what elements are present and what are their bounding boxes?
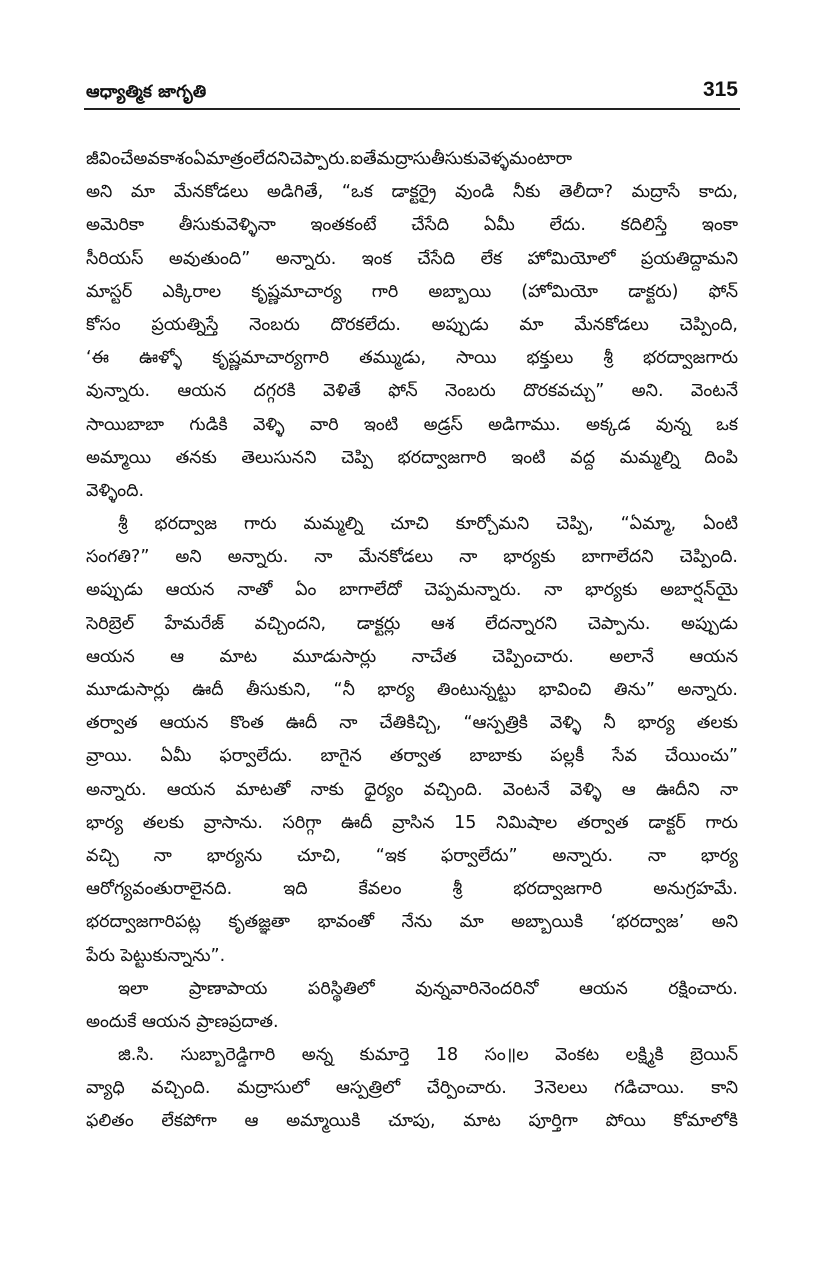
text-line: ఫలితం లేకపోగా ఆ అమ్మాయికి చూపు, మాట పూర్తిగా పోయి కోమాలోకి xyxy=(86,1111,738,1132)
text-line: వ్రాయి. ఏమీ ఫర్వాలేదు. బాగైన తర్వాత బాబాకు పల్లకీ సేవ చేయించు” xyxy=(86,746,738,767)
text-line: అమెరికా తీసుకువెళ్ళినా ఇంతకంటే చేసేది ఏమీ లేదు. కదిలిస్తే ఇంకా xyxy=(86,215,738,236)
text-line: ఆరోగ్యవంతురాలైనది. ఇది కేవలం శ్రీ భరద్వాజగారి అనుగ్రహమే. xyxy=(86,879,738,900)
text-line: సెరిబ్రెల్ హేమరేజ్ వచ్చిందని, డాక్టర్లు ఆశ లేదన్నారని చెప్పాను. అప్పుడు xyxy=(86,613,738,634)
text-line: అందుకే ఆయన ప్రాణప్రదాత. xyxy=(86,1011,279,1032)
text-line: అన్నారు. ఆయన మాటతో నాకు ధైర్యం వచ్చింది. వెంటనే వెళ్ళి ఆ ఊదీని నా xyxy=(86,779,738,800)
text-line: మాస్టర్ ఎక్కిరాల కృష్ణమాచార్య గారి అబ్బాయి (హోమియో డాక్టరు) ఫోన్ xyxy=(86,281,738,302)
text-line: వున్నారు. ఆయన దగ్గరకి వెళితే ఫోన్ నెంబరు దొరకవచ్చు” అని. వెంటనే xyxy=(86,381,738,402)
text-line: తర్వాత ఆయన కొంత ఊదీ నా చేతికిచ్చి, “ఆస్పత్రికి వెళ్ళి నీ భార్య తలకు xyxy=(86,713,738,734)
text-line: జీవించేఅవకాశంఏమాత్రంలేదనిచెప్పారు.ఐతేమద్రాసుతీసుకువెళ్ళమంటారా xyxy=(86,149,573,169)
text-line: సంగతి?” అని అన్నారు. నా మేనకోడలు నా భార్యకు బాగాలేదని చెప్పింది. xyxy=(86,547,738,568)
running-header xyxy=(84,78,740,110)
text-line: భార్య తలకు వ్రాసాను. సరిగ్గా ఊదీ వ్రాసిన 15 నిమిషాల తర్వాత డాక్టర్ గారు xyxy=(86,812,738,833)
text-line: అమ్మాయి తనకు తెలుసునని చెప్పి భరద్వాజగారి ఇంటి వద్ద మమ్మల్ని దింపి xyxy=(86,447,738,468)
text-line: ఇలా ప్రాణాపాయ పరిస్థితిలో వున్నవారినెందరినో ఆయన రక్షించారు. xyxy=(118,978,738,999)
text-line: సీరియస్ అవుతుంది” అన్నారు. ఇంక చేసేది లేక హోమియోలో ప్రయతిద్దామని xyxy=(86,248,738,269)
text-line: సాయిబాబా గుడికి వెళ్ళి వారి ఇంటి అడ్రస్ అడిగాము. అక్కడ వున్న ఒక xyxy=(86,414,738,435)
text-line: శ్రీ భరద్వాజ గారు మమ్మల్ని చూచి కూర్చోమని చెప్పి, “ఏమ్మా, ఏంటి xyxy=(118,514,738,535)
text-line: ‘ఈ ఊళ్ళో కృష్ణమాచార్యగారి తమ్ముడు, సాయి భక్తులు శ్రీ భరద్వాజగారు xyxy=(86,348,738,369)
text-line: జి.సి. సుబ్బారెడ్డిగారి అన్న కుమార్తె 18 సం॥ల వెంకట లక్ష్మికి బ్రెయిన్ xyxy=(118,1045,738,1066)
body-text xyxy=(86,143,738,1139)
header-divider xyxy=(84,108,740,110)
text-line: వెళ్ళింది. xyxy=(86,480,145,501)
text-line: అని మా మేనకోడలు అడిగితే, “ఒక డాక్టర్రై వుండి నీకు తెలీదా? మద్రాసే కాదు, xyxy=(86,182,738,203)
text-line: వ్యాధి వచ్చింది. మద్రాసులో ఆస్పత్రిలో చేర్పించారు. 3నెలలు గడిచాయి. కాని xyxy=(86,1078,738,1099)
text-line: వచ్చి నా భార్యను చూచి, “ఇక ఫర్వాలేదు” అన్నారు. నా భార్య xyxy=(86,845,738,866)
text-line: కోసం ప్రయత్నిస్తే నెంబరు దొరకలేదు. అప్పుడు మా మేనకోడలు చెప్పింది, xyxy=(86,314,738,335)
page-number: 315 xyxy=(702,78,738,101)
text-line: అప్పుడు ఆయన నాతో ఏం బాగాలేదో చెప్పమన్నారు. నా భార్యకు అబార్షన్‌యై xyxy=(86,580,738,601)
text-line: మూడుసార్లు ఊదీ తీసుకుని, “నీ భార్య తింటున్నట్టు భావించి తిను” అన్నారు. xyxy=(86,680,738,700)
text-line: భరద్వాజగారిపట్ల కృతజ్ఞతా భావంతో నేను మా అబ్బాయికి ‘భరద్వాజ’ అని xyxy=(86,912,738,933)
text-line: పేరు పెట్టుకున్నాను”. xyxy=(86,945,226,966)
text-line: ఆయన ఆ మాట మూడుసార్లు నాచేత చెప్పించారు. అలానే ఆయన xyxy=(86,646,738,667)
running-header-title: ఆధ్యాత్మిక జాగృతి xyxy=(86,82,207,102)
